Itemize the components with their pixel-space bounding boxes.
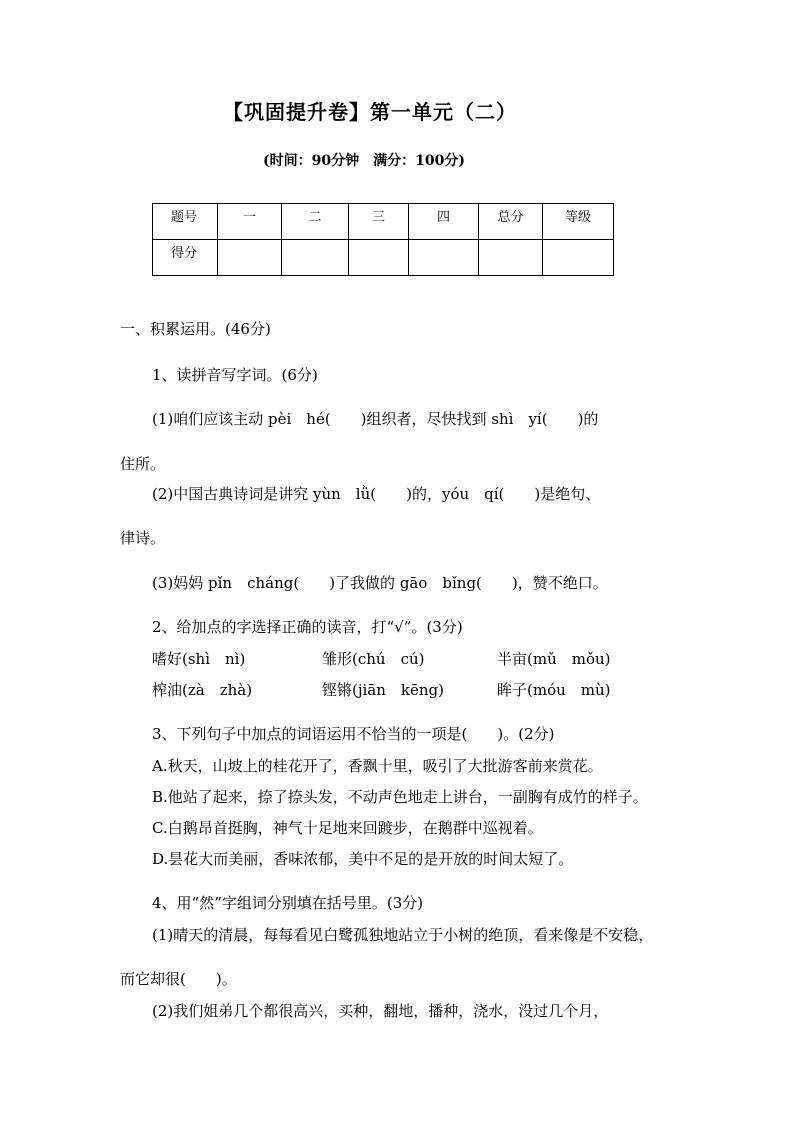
question-1-line-1-cont: 住所。 <box>120 455 166 473</box>
score-cell[interactable] <box>409 240 479 276</box>
score-table-score-row <box>153 240 614 276</box>
score-cell[interactable] <box>479 240 543 276</box>
pronunciation-option[interactable]: 眸子(móu mù) <box>497 681 611 699</box>
question-3-option-d[interactable]: D.昙花大而美丽，香味浓郁，美中不足的是开放的时间太短了。 <box>152 850 574 868</box>
score-table-header-row <box>153 204 614 240</box>
pronunciation-option[interactable]: 雏形(chú cú) <box>322 650 425 668</box>
pronunciation-option[interactable]: 榨油(zà zhà) <box>152 681 253 699</box>
question-3-option-a[interactable]: A.秋天，山坡上的桂花开了，香飘十里，吸引了大批游客前来赏花。 <box>152 757 603 775</box>
header-cell-1: 一 <box>218 204 282 240</box>
exam-info: (时间：90分钟 满分：100分) <box>263 153 465 169</box>
section-heading: 一、积累运用。(46分) <box>120 320 271 338</box>
question-4-line-2: (2)我们姐弟几个都很高兴，买种，翻地，播种，浇水，没过几个月， <box>152 1002 609 1020</box>
score-cell[interactable] <box>349 240 409 276</box>
header-cell-2: 二 <box>282 204 349 240</box>
page-title: 【巩固提升卷】第一单元（二） <box>223 100 517 124</box>
question-4-line-1-cont: 而它却很( )。 <box>120 970 237 988</box>
question-4-line-1: (1)晴天的清晨，每每看见白鹭孤独地站立于小树的绝顶，看来像是不安稳， <box>152 926 654 944</box>
question-1-line-3: (3)妈妈 pǐn cháng( )了我做的 gāo bǐng( )，赞不绝口。 <box>152 574 608 592</box>
pronunciation-option[interactable]: 铿锵(jiān kēng) <box>322 681 444 699</box>
question-3-title: 3、下列句子中加点的词语运用不恰当的一项是( )。(2分) <box>152 725 555 743</box>
header-cell-3: 三 <box>349 204 409 240</box>
pronunciation-option[interactable]: 嗜好(shì nì) <box>152 650 246 668</box>
pronunciation-option[interactable]: 半亩(mǔ mǒu) <box>497 650 611 668</box>
question-1-line-2-cont: 律诗。 <box>120 529 166 547</box>
question-1-line-2: (2)中国古典诗词是讲究 yùn lǜ( )的，yóu qí( )是绝句、 <box>152 485 601 503</box>
header-cell-4: 四 <box>409 204 479 240</box>
question-2-title: 2、给加点的字选择正确的读音，打“√”。(3分) <box>152 618 463 636</box>
score-table <box>152 203 614 276</box>
row-label-score: 得分 <box>153 240 218 276</box>
question-1-line-1: (1)咱们应该主动 pèi hé( )组织者，尽快找到 shì yí( )的 <box>152 410 599 428</box>
question-4-title: 4、用“然”字组词分别填在括号里。(3分) <box>152 894 424 912</box>
question-3-option-b[interactable]: B.他站了起来，捺了捺头发，不动声色地走上讲台，一副胸有成竹的样子。 <box>152 788 648 806</box>
score-cell[interactable] <box>282 240 349 276</box>
header-cell-total: 总分 <box>479 204 543 240</box>
question-3-option-c[interactable]: C.白鹅昂首挺胸，神气十足地来回踱步，在鹅群中巡视着。 <box>152 819 543 837</box>
score-cell[interactable] <box>543 240 614 276</box>
question-1-title: 1、读拼音写字词。(6分) <box>152 366 318 384</box>
score-cell[interactable] <box>218 240 282 276</box>
header-cell-grade: 等级 <box>543 204 614 240</box>
header-cell-number: 题号 <box>153 204 218 240</box>
